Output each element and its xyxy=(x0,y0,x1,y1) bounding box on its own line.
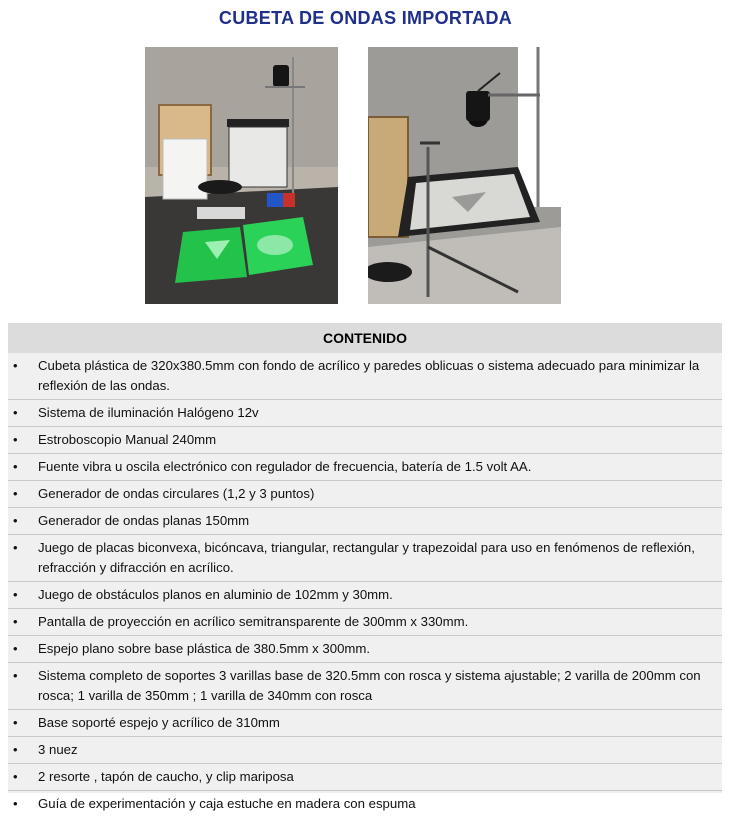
list-item: • Cubeta plástica de 320x380.5mm con fondo de acrílico y paredes oblicuas o sistema adecuado para minimizar la reflexión de las ondas. xyxy=(8,353,722,399)
list-item: • 3 nuez xyxy=(8,736,722,763)
page-title: CUBETA DE ONDAS IMPORTADA xyxy=(218,8,513,28)
product-photo-kit xyxy=(145,47,338,304)
list-item: • Base soporté espejo y acrílico de 310mm xyxy=(8,709,722,736)
list-item: • Guía de experimentación y caja estuche en madera con espuma xyxy=(8,790,722,817)
list-item: • Pantalla de proyección en acrílico semitransparente de 300mm x 330mm. xyxy=(8,608,722,635)
product-photo-tank xyxy=(368,47,561,304)
list-item: • Espejo plano sobre base plástica de 380.5mm x 300mm. xyxy=(8,635,722,662)
contents-list xyxy=(8,353,722,817)
list-item: • Generador de ondas circulares (1,2 y 3 puntos) xyxy=(8,480,722,507)
contents-heading: CONTENIDO xyxy=(8,323,722,353)
photo-tank-image xyxy=(368,47,561,304)
list-item: • 2 resorte , tapón de caucho, y clip mariposa xyxy=(8,763,722,790)
list-item: • Estroboscopio Manual 240mm xyxy=(8,426,722,453)
list-item: • Sistema completo de soportes 3 varillas base de 320.5mm con rosca y sistema ajustable; 2 varilla de 200mm con rosca; 1 varilla de 350mm ; 1 varilla de 340mm con rosca xyxy=(8,662,722,709)
contents-table xyxy=(8,323,722,811)
list-item: • Juego de placas biconvexa, bicóncava, triangular, rectangular y trapezoidal para uso en fenómenos de reflexión, refracción y difracción en acrílico. xyxy=(8,534,722,581)
list-item: • Juego de obstáculos planos en aluminio de 102mm y 30mm. xyxy=(8,581,722,608)
list-item: • Sistema de iluminación Halógeno 12v xyxy=(8,399,722,426)
list-item: • Generador de ondas planas 150mm xyxy=(8,507,722,534)
photo-kit-image xyxy=(145,47,338,304)
list-item: • Fuente vibra u oscila electrónico con regulador de frecuencia, batería de 1.5 volt AA. xyxy=(8,453,722,480)
